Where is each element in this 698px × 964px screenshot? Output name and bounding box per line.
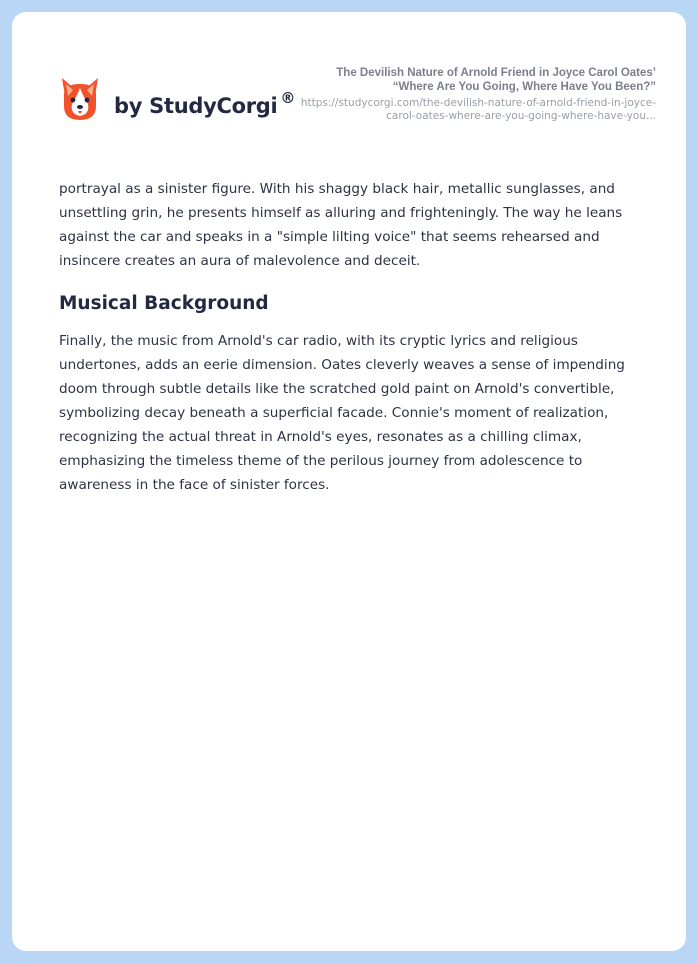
document-title: The Devilish Nature of Arnold Friend in Joyce Carol Oates’ “Where Are You Going, Where Have You Been?” — [336, 67, 656, 93]
essay-content — [59, 177, 639, 497]
section-paragraph: Finally, the music from Arnold's car radio, with its cryptic lyrics and religious undertones, adds an eerie dimension. Oates cleverly weaves a sense of impending doom through subtle details like the scratched gold paint on Arnold's convertible, symbolizing decay beneath a superficial facade. Connie's moment of realization, recognizing the actual threat in Arnold's eyes, resonates as a chilling climax, emphasizing the timeless theme of the perilous journey from adolescence to awareness in the face of sinister forces. — [59, 333, 625, 493]
section-heading: Musical Background — [59, 293, 269, 314]
brand-text: by StudyCorgi — [114, 93, 278, 118]
intro-paragraph: portrayal as a sinister figure. With his shaggy black hair, metallic sunglasses, and unsettling grin, he presents himself as alluring and frighteningly. The way he leans against the car and speaks in a "simple lilting voice" that seems rehearsed and insincere creates an aura of malevolence and deceit. — [59, 181, 623, 269]
brand-name — [114, 89, 295, 118]
document-meta — [296, 66, 656, 123]
page-sheet — [12, 12, 686, 951]
document-url[interactable]: https://studycorgi.com/the-devilish-nature-of-arnold-friend-in-joyce-carol-oates-where-are-you-going-where-have-you... — [300, 97, 656, 122]
studycorgi-logo[interactable] — [60, 76, 295, 122]
corgi-icon — [60, 76, 100, 122]
registered-mark: ® — [280, 88, 296, 107]
